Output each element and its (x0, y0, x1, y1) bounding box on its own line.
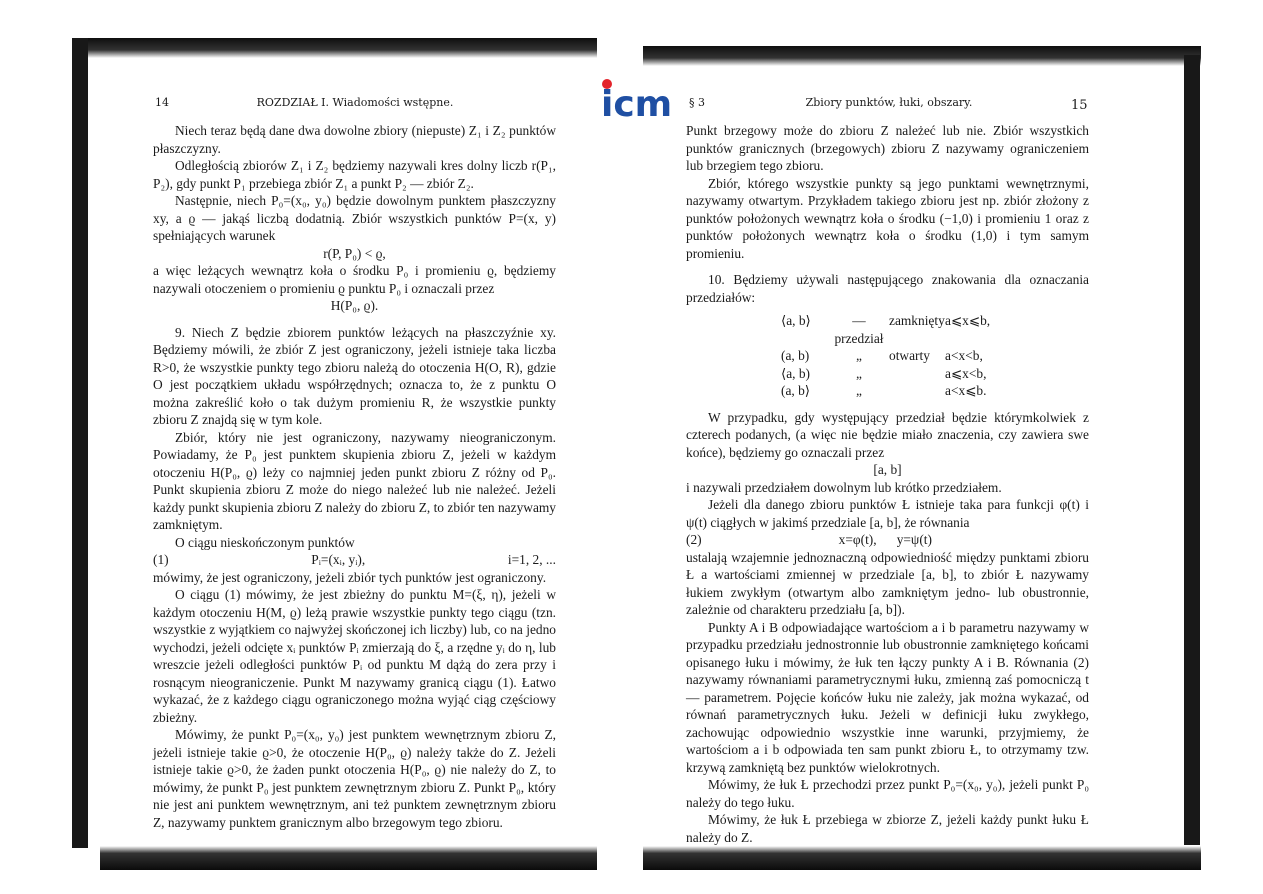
left-body-text (153, 122, 556, 831)
paragraph: Odległością zbiorów Z₁ i Z₂ będziemy nazywali kres dolny liczb r(P₁, P₂), gdy punkt P₁ przebiega zbiór Z₁ a punkt P₂ — zbiór Z₂. (153, 158, 556, 191)
paragraph: Jeżeli dla danego zbioru punktów Ł istnieje taka para funkcji φ(t) i ψ(t) ciągłych w jakimś przedziale [a, b], że równania (686, 497, 1089, 530)
paragraph: mówimy, że jest ograniczony, jeżeli zbiór tych punktów jest ograniczony. (153, 569, 547, 585)
formula: [a, b] (873, 462, 902, 477)
interval-cell: zamknięty (889, 313, 945, 328)
equation-formula: x=φ(t), y=ψ(t) (838, 532, 932, 547)
interval-cell: (a, b⟩ (781, 383, 811, 398)
interval-cell: a<x⩽b. (945, 383, 987, 398)
paragraph: Mówimy, że łuk Ł przebiega w zbiorze Z, jeżeli każdy punkt łuku Ł należy do Z. (686, 812, 1089, 845)
paragraph: Niech teraz będą dane dwa dowolne zbiory (niepuste) Z₁ i Z₂ punktów płaszczyzny. (153, 123, 556, 156)
page-shadow-bottom (643, 846, 1201, 870)
page-number: 14 (155, 96, 169, 109)
paragraph: Mówimy, że łuk Ł przechodzi przez punkt P₀=(x₀, y₀), jeżeli punkt P₀ należy do tego łuku. (686, 777, 1089, 810)
interval-cell: otwarty (889, 348, 930, 363)
right-body-text (686, 122, 1089, 846)
paragraph: Zbiór, którego wszystkie punkty są jego punktami wewnętrznymi, nazywamy otwartym. Przykładem takiego zbioru jest np. zbiór złożony z punktów położonych wewnątrz koła o środku (−1,0) i promieniu 1 oraz z punktów położonych wewnątrz koła o środku (1,0) i tym samym promieniu. (686, 175, 1089, 261)
paragraph: a więc leżących wewnątrz koła o środku P₀ i promieniu ϱ, będziemy nazywali otoczeniem o promieniu ϱ punktu P₀ i oznaczali przez (153, 263, 556, 296)
equation-label: (1) (153, 552, 169, 567)
page-shadow-side (72, 38, 88, 848)
page-number: 15 (1071, 98, 1088, 113)
page-shadow-side (1184, 55, 1200, 845)
page-shadow-bottom (100, 846, 597, 870)
page-shadow-top (72, 38, 597, 58)
paragraph: O ciągu (1) mówimy, że jest zbieżny do punktu M=(ξ, η), jeżeli w każdym otoczeniu H(M, ϱ) leżą prawie wszystkie punkty tego ciągu (tzn. wszystkie z wyjątkiem co najwyżej skończonej ich liczby) lub, co na jedno wychodzi, jeżeli odcięte xᵢ punktów Pᵢ zmierzają do ξ, a rzędne yᵢ do η, lub wreszcie jeżeli odległości punktów Pᵢ od punktu M dążą do zera przy i rosnącym nieograniczenie. Punkt M nazywamy granicą ciągu (1). Łatwo wykazać, że z każdego ciągu ograniczonego można wyjąć ciąg częściowy zbieżny. (153, 587, 556, 725)
paragraph: i nazywali przedziałem dowolnym lub krótko przedziałem. (686, 479, 1002, 495)
interval-cell: ⟨a, b) (781, 365, 811, 381)
interval-cell: ⟨a, b⟩ (781, 313, 811, 328)
section-mark: § 3 (689, 96, 705, 109)
interval-cell: a⩽x<b, (945, 365, 987, 381)
left-page (0, 0, 615, 894)
paragraph: Następnie, niech P₀=(x₀, y₀) będzie dowolnym punktem płaszczyzny xy, a ϱ — jakąś liczbą dodatnią. Zbiór wszystkich punktów P=(x, y) spełniających warunek (153, 193, 556, 243)
formula: H(P₀, ϱ). (330, 298, 379, 313)
running-header: ROZDZIAŁ I. Wiadomości wstępne. (256, 96, 454, 109)
paragraph: Punkt brzegowy może do zbioru Z należeć lub nie. Zbiór wszystkich punktów granicznych (brzegowych) zbioru Z nazywamy ograniczeniem lub brzegiem tego zbioru. (686, 123, 1089, 173)
paragraph: 10. Będziemy używali następującego znakowania dla oznaczania przedziałów: (686, 272, 1089, 305)
interval-cell: „ (856, 348, 862, 363)
interval-cell: „ (856, 383, 862, 398)
interval-cell: — przedział (834, 313, 884, 346)
paragraph: 9. Niech Z będzie zbiorem punktów leżących na płaszczyźnie xy. Będziemy mówili, że zbiór Z jest ograniczony, jeżeli istnieje taka liczba R>0, że wszystkie punkty tego zbioru należą do otoczenia H(O, R), gdzie O jest początkiem układu współrzędnych; oznacza to, że z punktu O można zakreślić koło o tak dużym promieniu R, że wszystkie punkty zbioru Z znajdą się w tym kole. (153, 324, 556, 427)
interval-cell: a⩽x⩽b, (945, 313, 991, 328)
formula: r(P, P₀) < ϱ, (323, 245, 386, 261)
paragraph: O ciągu nieskończonym punktów (175, 534, 355, 550)
interval-cell: (a, b) (781, 348, 810, 363)
equation-range: i=1, 2, ... (507, 552, 556, 567)
interval-cell: a<x<b, (945, 348, 983, 363)
paragraph: W przypadku, gdy występujący przedział będzie którymkolwiek z czterech podanych, (a więc nie będzie miało znaczenia, czy zawiera swe końce), będziemy go oznaczali przez (686, 409, 1089, 460)
running-header: Zbiory punktów, łuki, obszary. (805, 96, 973, 109)
right-page (631, 0, 1263, 894)
icm-logo (599, 78, 675, 120)
equation-2 (686, 531, 1089, 549)
equation-label: (2) (686, 532, 702, 547)
paragraph: Punkty A i B odpowiadające wartościom a i b parametru nazywamy w przypadku przedziału jednostronnie lub obustronnie zamkniętego końcami opisanego łuku i mówimy, że łuk ten łączy punkty A i B. Równania (2) nazywamy równaniami parametrycznymi łuku, zmienną zaś pomocniczą t — parametrem. Pojęcie końców łuku nie zależy, jak można wykazać, od równań parametrycznych łuku. Jeżeli w definicji łuku zwykłego, zachowując odpowiednio wszystkie inne warunki, przyjmiemy, że wartościom a i b odpowiada ten sam punkt zbioru Ł, to otrzymamy tzw. krzywą zamkniętą bez punktów wielokrotnych. (686, 619, 1089, 775)
interval-cell (889, 365, 945, 383)
paragraph: Zbiór, który nie jest ograniczony, nazywamy nieograniczonym. Powiadamy, że P₀ jest punktem skupienia zbioru Z, jeżeli w każdym otoczeniu H(P₀, ϱ) leży co najmniej jeden punkt zbioru Z różny od P₀. Punkt skupienia zbioru Z może do niego należeć lub nie należeć. Jeżeli każdy punkt skupienia zbioru Z należy do zbioru Z, to zbiór ten nazywamy zamkniętym. (153, 429, 556, 532)
paragraph: ustalają wzajemnie jednoznaczną odpowiedniość między punktami zbioru Ł a wartościami zmiennej w przedziale [a, b], to zbiór Ł nazywamy łukiem zwykłym (otwartym albo zamkniętym jedno- lub obustronnie, zależnie od charakteru przedziału [a, b]). (686, 549, 1089, 617)
equation-formula: Pᵢ=(xᵢ, yᵢ), (311, 552, 366, 567)
logo-text: icm (601, 84, 673, 120)
interval-table (781, 312, 1089, 400)
interval-cell: „ (856, 365, 862, 381)
paragraph: Mówimy, że punkt P₀=(x₀, y₀) jest punktem wewnętrznym zbioru Z, jeżeli istnieje takie ϱ>0, że otoczenie H(P₀, ϱ) należy także do Z. Jeżeli istnieje takie ϱ>0, że żaden punkt otoczenia H(P₀, ϱ) nie należy do Z, to mówimy, że punkt P₀ jest punktem zewnętrznym zbioru Z. Punkt P₀, który nie jest ani punktem wewnętrznym, ani też punktem zewnętrznym zbioru Z, nazywamy punktem granicznym albo brzegowym tego zbioru. (153, 727, 556, 830)
equation-1 (153, 551, 556, 569)
interval-cell (889, 382, 945, 400)
page-shadow-top (643, 46, 1201, 66)
